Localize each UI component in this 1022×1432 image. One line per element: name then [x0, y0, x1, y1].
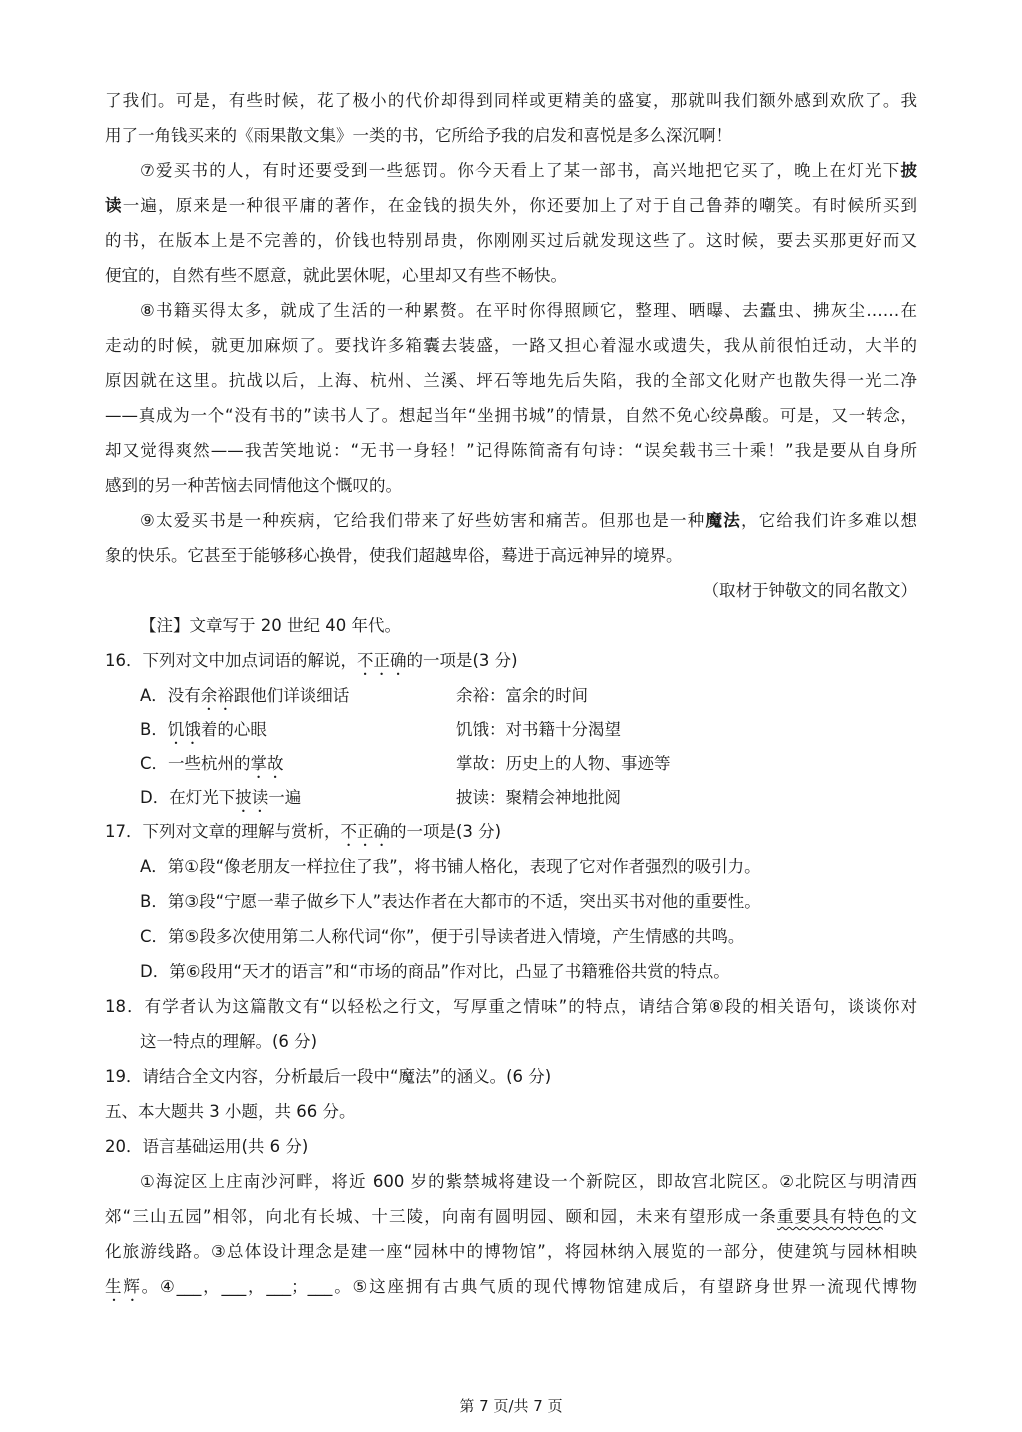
passage-text: 。④___，___，___；___。⑤这座拥有古典气质的现代博物馆建成后，有望跻身世界一流现代博物 — [141, 1277, 918, 1296]
q16-option-b-explain: 饥饿：对书籍十分渴望 — [456, 720, 621, 739]
dotted-word: 饥饿 — [167, 720, 201, 739]
passage-line: ⑧书籍买得太多，就成了生活的一种累赘。在平时你得照顾它，整理、晒曝、去蠹虫、拂灰尘……在 — [140, 301, 917, 320]
passage-line — [140, 509, 917, 533]
question-20-line: 化旅游线路。③总体设计理念是建一座“园林中的博物馆”，将园林纳入展览的一部分，使建筑与园林相映 — [105, 1242, 917, 1261]
passage-line: 象的快乐。它甚至于能够移心换骨，使我们超越卑俗，蓦进于高远神异的境界。 — [105, 546, 683, 565]
passage-text: 郊“三山五园”相邻，向北有长城、十三陵，向南有圆明园、颐和园，未来有望形成一条 — [105, 1207, 778, 1226]
note: 【注】文章写于 20 世纪 40 年代。 — [140, 616, 401, 635]
q17-option-c: C．第⑤段多次使用第二人称代词“你”，便于引导读者进入情境，产生情感的共鸣。 — [140, 927, 745, 946]
option-text: 跟他们详谈细话 — [233, 686, 350, 705]
emphasis-word: 不正确 — [357, 651, 407, 670]
question-18-line: 18．有学者认为这篇散文有“以轻松之行文，写厚重之情味”的特点，请结合第⑧段的相关语句，谈谈你对 — [105, 997, 917, 1016]
q16-option-a — [140, 684, 349, 714]
passage-text: 一遍，原来是一种很平庸的著作，在金钱的损失外，你还要加上了对于自己鲁莽的嘲笑。有时候所买到 — [122, 196, 918, 215]
stem-text: 16．下列对文中加点词语的解说， — [105, 651, 357, 670]
passage-line: 却又觉得爽然——我苦笑地说：“无书一身轻！”记得陈简斋有句诗：“误矣载书三十乘！”我是要从自身所 — [105, 441, 917, 460]
page-footer: 第 7 页/共 7 页 — [459, 1397, 563, 1415]
passage-line: 用了一角钱买来的《雨果散文集》一类的书，它所给予我的启发和喜悦是多么深沉啊！ — [105, 126, 732, 145]
dotted-word: 余裕 — [200, 686, 234, 705]
stem-text: 的一项是(3 分) — [390, 822, 502, 841]
bold-word: 披 — [900, 161, 917, 180]
dotted-word: 掌故 — [250, 754, 284, 773]
question-20-line: ①海淀区上庄南沙河畔，将近 600 岁的紫禁城将建设一个新院区，即故宫北院区。②北院区与明清西 — [140, 1172, 917, 1191]
q17-option-a: A．第①段“像老朋友一样拉住了我”，将书铺人格化，表现了它对作者强烈的吸引力。 — [140, 857, 761, 876]
q16-option-b — [140, 718, 267, 748]
passage-line: 的书，在版本上是不完善的，价钱也特别昂贵，你刚刚买过后就发现这些了。这时候，要去买那更好而又 — [105, 231, 917, 250]
passage-line — [140, 159, 917, 183]
stem-text: 的一项是(3 分) — [406, 651, 518, 670]
passage-line: 走动的时候，就更加麻烦了。要找许多箱囊去装盛，一路又担心着湿水或遗失，我从前很怕迁动，大半的 — [105, 336, 917, 355]
source-citation: （取材于钟敬文的同名散文） — [702, 581, 917, 600]
passage-line: 感到的另一种苦恼去同情他这个慨叹的。 — [105, 476, 402, 495]
dotted-word: 披读 — [235, 788, 269, 807]
q16-option-c-explain: 掌故：历史上的人物、事迹等 — [456, 754, 671, 773]
q17-option-b: B．第③段“宁愿一辈子做乡下人”表达作者在大都市的不适，突出买书对他的重要性。 — [140, 892, 761, 911]
bold-word: 读 — [105, 196, 123, 215]
passage-text: ，它给我们许多难以想 — [740, 511, 917, 530]
option-text: B． — [140, 720, 168, 739]
question-16-stem — [105, 649, 917, 673]
section-heading: 五、本大题共 3 小题，共 66 分。 — [105, 1102, 356, 1121]
q16-option-d — [140, 786, 301, 816]
passage-line: 原因就在这里。抗战以后，上海、杭州、兰溪、坪石等地先后失陷，我的全部文化财产也散失得一光二净 — [105, 371, 917, 390]
q16-option-d-explain: 披读：聚精会神地批阅 — [456, 788, 621, 807]
q16-option-c — [140, 752, 284, 782]
wavy-underlined-phrase: 重要具有特色 — [777, 1207, 883, 1226]
q16-option-a-explain: 余裕：富余的时间 — [456, 686, 588, 705]
stem-text: 17．下列对文章的理解与赏析， — [105, 822, 341, 841]
passage-line: 便宜的，自然有些不愿意，就此罢休呢，心里却又有些不畅快。 — [105, 266, 567, 285]
option-text: D．在灯光下 — [140, 788, 236, 807]
bold-word: 魔法 — [705, 511, 741, 530]
question-20-line — [105, 1205, 917, 1229]
passage-text: ⑦爱买书的人，有时还要受到一些惩罚。你今天看上了某一部书，高兴地把它买了，晚上在灯光下 — [140, 161, 901, 180]
question-19: 19．请结合全文内容，分析最后一段中“魔法”的涵义。(6 分) — [105, 1067, 552, 1086]
passage-line — [105, 194, 917, 218]
option-text: C．一些杭州的 — [140, 754, 251, 773]
question-20-title: 20．语言基础运用(共 6 分) — [105, 1137, 309, 1156]
question-17-stem — [105, 820, 917, 844]
option-text: 着的心眼 — [200, 720, 267, 739]
emphasis-word: 不正确 — [340, 822, 390, 841]
passage-line: ——真成为一个“没有书的”读书人了。想起当年“坐拥书城”的情景，自然不免心绞鼻酸。可是，又一转念， — [105, 406, 917, 425]
dotted-word: 生辉 — [105, 1277, 142, 1296]
option-text: 一遍 — [268, 788, 302, 807]
question-20-line — [105, 1275, 917, 1299]
passage-text: 的文 — [882, 1207, 917, 1226]
passage-text: ⑨太爱买书是一种疾病，它给我们带来了好些妨害和痛苦。但那也是一种 — [140, 511, 706, 530]
option-text: A．没有 — [140, 686, 201, 705]
passage-line: 了我们。可是，有些时候，花了极小的代价却得到同样或更精美的盛宴，那就叫我们额外感到欢欣了。我 — [105, 91, 917, 110]
question-18-line: 这一特点的理解。(6 分) — [140, 1032, 318, 1051]
q17-option-d: D．第⑥段用“天才的语言”和“市场的商品”作对比，凸显了书籍雅俗共赏的特点。 — [140, 962, 730, 981]
